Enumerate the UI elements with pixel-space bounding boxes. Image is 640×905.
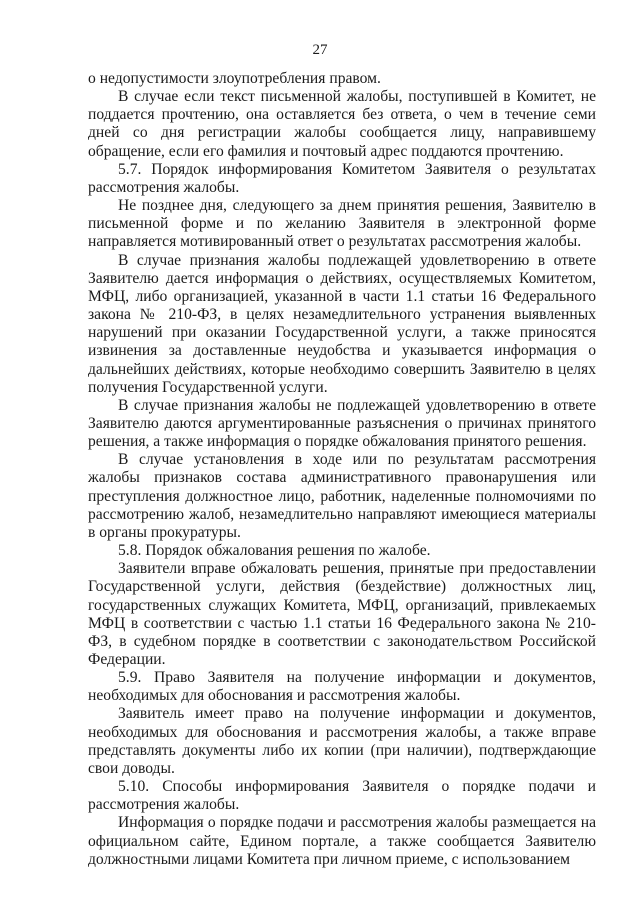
paragraph-complaint-upheld: В случае признания жалобы подлежащей удовлетворению в ответе Заявителю дается информация о действиях, осуществляемых Комитетом, МФЦ, либо организацией, указанной в части 1.1 статьи 16 Федерального закона № 210-ФЗ, в целях незамедлительного устранения выявленных нарушений при оказании Государственной услуги, а также приносятся извинения за доставленные неудобства и указывается информация о дальнейших действиях, которые необходимо совершить Заявителю в целях получения Государственной услуги. — [88, 251, 596, 396]
section-heading-5-10: 5.10. Способы информирования Заявителя о порядке подачи и рассмотрения жалобы. — [88, 778, 596, 814]
section-heading-5-7: 5.7. Порядок информирования Комитетом Заявителя о результатах рассмотрения жалобы. — [88, 160, 596, 196]
paragraph-continuation: о недопустимости злоупотребления правом. — [88, 70, 381, 87]
paragraph-right-to-information: Заявитель имеет право на получение информации и документов, необходимых для обоснования и рассмотрения жалобы, а также вправе представлять документы либо их копии (при наличии), подтверждающие свои доводы. — [88, 705, 596, 777]
paragraph-judicial-appeal: Заявители вправе обжаловать решения, принятые при предоставлении Государственной услуги, действия (бездействие) должностных лиц, государственных служащих Комитета, МФЦ, организаций, привлекаемых МФЦ в соответствии с частью 1.1 статьи 16 Федерального закона № 210-ФЗ, в судебном порядке в соответствии с законодательством Российской Федерации. — [88, 560, 596, 668]
paragraph-response-deadline: Не позднее дня, следующего за днем принятия решения, Заявителю в письменной форме и по желанию Заявителя в электронной форме направляется мотивированный ответ о результатах рассмотрения жалобы. — [88, 197, 596, 251]
paragraph-information-channels: Информация о порядке подачи и рассмотрения жалобы размещается на официальном сайте, Едином портале, а также сообщается Заявителю должностными лицами Комитета при личном приеме, с использованием — [88, 814, 596, 868]
paragraph-offense-detected: В случае установления в ходе или по результатам рассмотрения жалобы признаков состава административного правонарушения или преступления должностное лицо, работник, наделенные полномочиями по рассмотрению жалоб, незамедлительно направляют имеющиеся материалы в органы прокуратуры. — [88, 451, 596, 541]
page-number: 27 — [312, 42, 328, 58]
section-heading-5-8: 5.8. Порядок обжалования решения по жалобе. — [118, 542, 431, 560]
paragraph-complaint-rejected: В случае признания жалобы не подлежащей удовлетворению в ответе Заявителю даются аргументированные разъяснения о причинах принятого решения, а также информация о порядке обжалования принятого решения. — [88, 396, 596, 451]
paragraph-unreadable-complaint: В случае если текст письменной жалобы, поступившей в Комитет, не поддается прочтению, она оставляется без ответа, о чем в течение семи дней со дня регистрации жалобы сообщается лицу, направившему обращение, если его фамилия и почтовый адрес поддаются прочтению. — [88, 88, 596, 160]
section-heading-5-9: 5.9. Право Заявителя на получение информации и документов, необходимых для обоснования и рассмотрения жалобы. — [88, 669, 596, 705]
document-body — [88, 70, 596, 869]
